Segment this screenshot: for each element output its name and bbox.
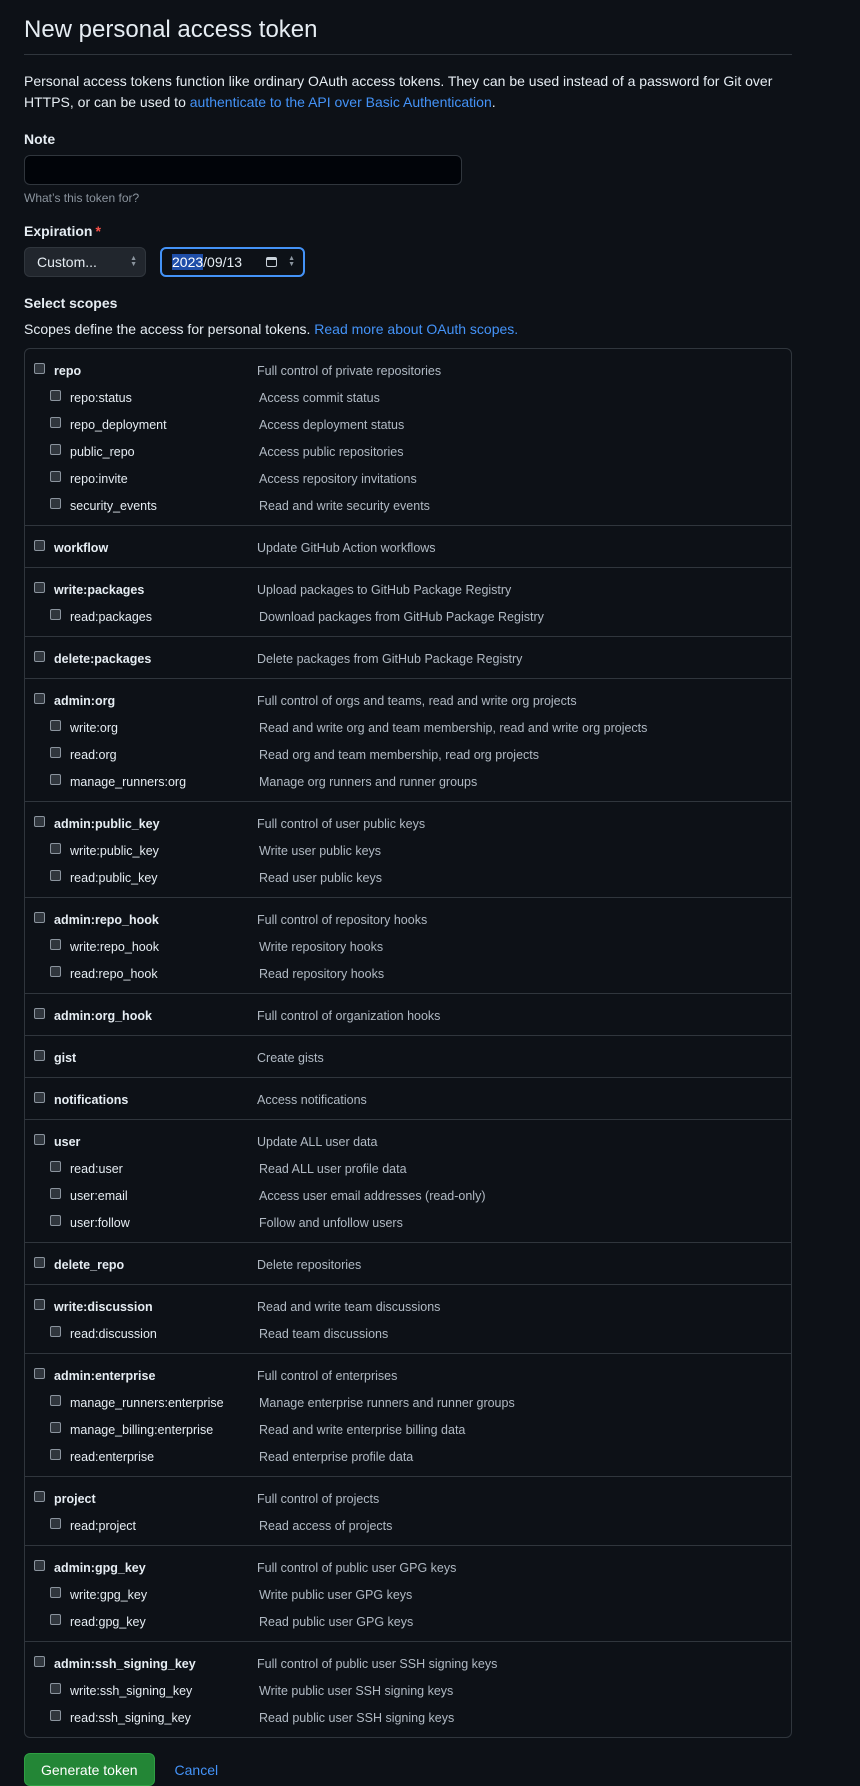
scope-row-child [25, 933, 791, 960]
scope-group [25, 567, 791, 636]
scope-row-child [25, 1677, 791, 1704]
scope-checkbox[interactable] [34, 1092, 45, 1103]
scope-group [25, 1035, 791, 1077]
scope-checkbox[interactable] [34, 363, 45, 374]
scope-checkbox[interactable] [50, 966, 61, 977]
scope-name[interactable]: manage_billing:enterprise [70, 1422, 214, 1437]
scope-description: Access user email addresses (read-only) [259, 1188, 486, 1203]
scope-name[interactable]: repo:invite [70, 471, 128, 486]
scope-name[interactable]: admin:org [54, 693, 116, 708]
scope-group [25, 1077, 791, 1119]
scope-name[interactable]: manage_runners:org [70, 774, 187, 789]
scope-row-child [25, 1320, 791, 1347]
scope-description: Access repository invitations [259, 471, 417, 486]
scope-description: Update ALL user data [257, 1134, 378, 1149]
scope-name[interactable]: read:public_key [70, 870, 158, 885]
scope-checkbox[interactable] [50, 1518, 61, 1529]
scope-row-child [25, 384, 791, 411]
scope-name[interactable]: repo:status [70, 390, 132, 405]
scopes-title: Select scopes [24, 295, 118, 311]
scope-description: Access deployment status [259, 417, 405, 432]
scope-description: Create gists [257, 1050, 324, 1065]
scope-row [25, 645, 791, 672]
scope-row-child [25, 741, 791, 768]
scope-row [25, 1362, 791, 1389]
expiration-select-value: Custom... [37, 254, 97, 270]
scope-group [25, 1242, 791, 1284]
scope-row [25, 810, 791, 837]
scope-description: Follow and unfollow users [259, 1215, 403, 1230]
calendar-icon[interactable] [266, 257, 277, 267]
scope-checkbox[interactable] [34, 1299, 45, 1310]
scope-name[interactable]: repo_deployment [70, 417, 167, 432]
scope-description: Delete packages from GitHub Package Registry [257, 651, 523, 666]
scope-name[interactable]: read:org [70, 747, 117, 762]
scope-row [25, 1044, 791, 1071]
scope-row-child [25, 714, 791, 741]
scopes-list [24, 348, 792, 1738]
scope-name[interactable]: write:public_key [70, 843, 159, 858]
scope-name[interactable]: read:ssh_signing_key [70, 1710, 191, 1725]
scope-row [25, 1128, 791, 1155]
scope-checkbox[interactable] [50, 747, 61, 758]
scope-name[interactable]: write:ssh_signing_key [70, 1683, 193, 1698]
scope-row-child [25, 1608, 791, 1635]
scope-row [25, 1485, 791, 1512]
scope-group [25, 678, 791, 801]
scope-description: Write public user GPG keys [259, 1587, 413, 1602]
scope-name[interactable]: manage_runners:enterprise [70, 1395, 224, 1410]
scope-checkbox[interactable] [50, 1188, 61, 1199]
scope-description: Read ALL user profile data [259, 1161, 407, 1176]
date-rest-segment[interactable]: /09/13 [203, 254, 243, 270]
scope-row [25, 906, 791, 933]
scope-group [25, 993, 791, 1035]
scope-row-child [25, 1416, 791, 1443]
scope-checkbox[interactable] [34, 1257, 45, 1268]
scope-name[interactable]: admin:public_key [54, 816, 160, 831]
scope-checkbox[interactable] [34, 693, 45, 704]
scope-checkbox[interactable] [34, 912, 45, 923]
scope-checkbox[interactable] [50, 1422, 61, 1433]
scope-checkbox[interactable] [50, 1683, 61, 1694]
scope-checkbox[interactable] [50, 843, 61, 854]
scope-description: Full control of orgs and teams, read and write org projects [257, 693, 577, 708]
scope-name[interactable]: public_repo [70, 444, 135, 459]
scope-group [25, 525, 791, 567]
scope-name[interactable]: read:repo_hook [70, 966, 158, 981]
scope-group [25, 1284, 791, 1353]
scope-description: Access notifications [257, 1092, 367, 1107]
scope-group [25, 897, 791, 993]
note-hint: What’s this token for? [24, 191, 140, 205]
scope-group [25, 1641, 791, 1737]
scope-checkbox[interactable] [50, 1161, 61, 1172]
scope-description: Manage enterprise runners and runner groups [259, 1395, 515, 1410]
scope-description: Read and write org and team membership, read and write org projects [259, 720, 648, 735]
scope-description: Manage org runners and runner groups [259, 774, 478, 789]
scope-description: Read access of projects [259, 1518, 393, 1533]
scope-row-child [25, 411, 791, 438]
scope-checkbox[interactable] [50, 870, 61, 881]
scope-row [25, 534, 791, 561]
scope-description: Full control of organization hooks [257, 1008, 441, 1023]
note-label: Note [24, 131, 56, 147]
select-arrows-icon: ▲ ▼ [130, 255, 137, 268]
scope-description: Full control of user public keys [257, 816, 426, 831]
oauth-scopes-link[interactable]: Read more about OAuth scopes. [314, 321, 519, 337]
cancel-link[interactable]: Cancel [174, 1761, 219, 1778]
scope-row-child [25, 1389, 791, 1416]
scope-name[interactable]: admin:ssh_signing_key [54, 1656, 196, 1671]
scope-name[interactable]: write:packages [54, 582, 145, 597]
scope-row [25, 1293, 791, 1320]
scope-name[interactable]: user:follow [70, 1215, 130, 1230]
scope-row [25, 1554, 791, 1581]
basic-auth-link[interactable]: authenticate to the API over Basic Authentication [189, 94, 492, 110]
scope-checkbox[interactable] [50, 1449, 61, 1460]
scope-row-child [25, 1512, 791, 1539]
scope-row-child [25, 603, 791, 630]
scope-group [25, 636, 791, 678]
scope-checkbox[interactable] [50, 1215, 61, 1226]
scope-checkbox[interactable] [34, 582, 45, 593]
scope-checkbox[interactable] [34, 1050, 45, 1061]
scope-description: Update GitHub Action workflows [257, 540, 436, 555]
scope-description: Upload packages to GitHub Package Registry [257, 582, 512, 597]
scope-row-child [25, 864, 791, 891]
scope-checkbox[interactable] [50, 720, 61, 731]
scope-checkbox[interactable] [50, 1614, 61, 1625]
scope-row-child [25, 960, 791, 987]
scope-row-child [25, 1704, 791, 1731]
scope-checkbox[interactable] [50, 1710, 61, 1721]
scope-row-child [25, 837, 791, 864]
scope-checkbox[interactable] [34, 651, 45, 662]
scope-description: Read user public keys [259, 870, 382, 885]
page-title: New personal access token [24, 0, 792, 55]
scope-name[interactable]: delete_repo [54, 1257, 125, 1272]
scope-description: Full control of repository hooks [257, 912, 428, 927]
scope-row [25, 1650, 791, 1677]
scope-group [25, 1476, 791, 1545]
scope-row [25, 357, 791, 384]
expiration-row [24, 247, 792, 277]
scope-name[interactable]: read:gpg_key [70, 1614, 146, 1629]
scope-name[interactable]: read:packages [70, 609, 153, 624]
scope-row [25, 1251, 791, 1278]
scope-name[interactable]: notifications [54, 1092, 129, 1107]
scope-group [25, 1353, 791, 1476]
scope-checkbox[interactable] [50, 444, 61, 455]
scope-row-child [25, 1182, 791, 1209]
expiration-label: Expiration * [24, 223, 101, 239]
scope-row [25, 576, 791, 603]
scope-row-child [25, 438, 791, 465]
scope-group [25, 801, 791, 897]
scope-checkbox[interactable] [50, 1326, 61, 1337]
scope-group [25, 349, 791, 525]
scope-description: Write public user SSH signing keys [259, 1683, 454, 1698]
scope-description: Full control of private repositories [257, 363, 442, 378]
scope-name[interactable]: project [54, 1491, 96, 1506]
scope-checkbox[interactable] [34, 1560, 45, 1571]
scope-description: Read and write team discussions [257, 1299, 441, 1314]
scope-name[interactable]: repo [54, 363, 82, 378]
scope-checkbox[interactable] [50, 1587, 61, 1598]
scope-row [25, 1086, 791, 1113]
scope-description: Full control of public user SSH signing keys [257, 1656, 498, 1671]
scope-description: Write user public keys [259, 843, 382, 858]
date-year-segment[interactable]: 2023 [172, 254, 204, 270]
scope-checkbox[interactable] [50, 390, 61, 401]
scopes-desc: Scopes define the access for personal tokens. Read more about OAuth scopes. [24, 321, 519, 337]
scope-row-child [25, 1443, 791, 1470]
scope-description: Download packages from GitHub Package Registry [259, 609, 544, 624]
scope-row-child [25, 492, 791, 519]
scope-description: Read public user GPG keys [259, 1614, 414, 1629]
scope-row-child [25, 1155, 791, 1182]
scope-name[interactable]: read:project [70, 1518, 137, 1533]
scope-description: Access public repositories [259, 444, 404, 459]
scope-row-child [25, 465, 791, 492]
scope-checkbox[interactable] [34, 1368, 45, 1379]
scope-group [25, 1545, 791, 1641]
scope-name[interactable]: admin:repo_hook [54, 912, 159, 927]
intro-text: Personal access tokens function like ordinary OAuth access tokens. They can be used instead of a password for Git over HTTPS, or can be used to authenticate to the API over Basic Authentication. [24, 73, 773, 110]
scope-name[interactable]: user:email [70, 1188, 128, 1203]
scope-name[interactable]: write:repo_hook [70, 939, 159, 954]
scope-description: Read and write enterprise billing data [259, 1422, 466, 1437]
scope-checkbox[interactable] [50, 1395, 61, 1406]
expiration-select[interactable] [24, 247, 146, 277]
scope-checkbox[interactable] [50, 939, 61, 950]
scope-group [25, 1119, 791, 1242]
scope-row-child [25, 1209, 791, 1236]
scope-description: Read public user SSH signing keys [259, 1710, 455, 1725]
scope-description: Read org and team membership, read org projects [259, 747, 540, 762]
scope-description: Read repository hooks [259, 966, 385, 981]
scope-name[interactable]: write:gpg_key [70, 1587, 148, 1602]
scope-name[interactable]: gist [54, 1050, 77, 1065]
scope-name[interactable]: workflow [54, 540, 109, 555]
scope-name[interactable]: read:enterprise [70, 1449, 155, 1464]
scope-checkbox[interactable] [50, 498, 61, 509]
scope-row [25, 1002, 791, 1029]
expiration-date-input[interactable] [160, 247, 305, 277]
scope-name[interactable]: write:discussion [54, 1299, 153, 1314]
scope-checkbox[interactable] [50, 417, 61, 428]
scope-name[interactable]: admin:org_hook [54, 1008, 152, 1023]
scope-description: Read team discussions [259, 1326, 389, 1341]
scope-checkbox[interactable] [50, 471, 61, 482]
generate-token-button[interactable]: Generate token [24, 1753, 155, 1786]
scope-checkbox[interactable] [50, 609, 61, 620]
scope-checkbox[interactable] [50, 774, 61, 785]
scope-description: Full control of public user GPG keys [257, 1560, 457, 1575]
scope-checkbox[interactable] [34, 816, 45, 827]
scope-checkbox[interactable] [34, 1008, 45, 1019]
scope-description: Full control of enterprises [257, 1368, 398, 1383]
scope-checkbox[interactable] [34, 1491, 45, 1502]
scope-name[interactable]: delete:packages [54, 651, 152, 666]
scope-description: Full control of projects [257, 1491, 380, 1506]
note-input[interactable] [24, 155, 462, 185]
scope-description: Delete repositories [257, 1257, 362, 1272]
scope-checkbox[interactable] [34, 1134, 45, 1145]
scope-name[interactable]: read:user [70, 1161, 123, 1176]
scope-row-child [25, 768, 791, 795]
required-mark: * [95, 223, 101, 239]
scope-description: Read enterprise profile data [259, 1449, 414, 1464]
scope-name[interactable]: security_events [70, 498, 157, 513]
date-spinner-icon[interactable]: ▲ ▼ [288, 255, 295, 268]
scope-name[interactable]: write:org [70, 720, 118, 735]
scope-name[interactable]: admin:gpg_key [54, 1560, 146, 1575]
scope-name[interactable]: admin:enterprise [54, 1368, 156, 1383]
scope-description: Access commit status [259, 390, 380, 405]
scope-row-child [25, 1581, 791, 1608]
scope-checkbox[interactable] [34, 540, 45, 551]
scope-row [25, 687, 791, 714]
scope-name[interactable]: user [54, 1134, 81, 1149]
scope-description: Write repository hooks [259, 939, 384, 954]
scope-name[interactable]: read:discussion [70, 1326, 157, 1341]
scope-description: Read and write security events [259, 498, 430, 513]
scope-checkbox[interactable] [34, 1656, 45, 1667]
